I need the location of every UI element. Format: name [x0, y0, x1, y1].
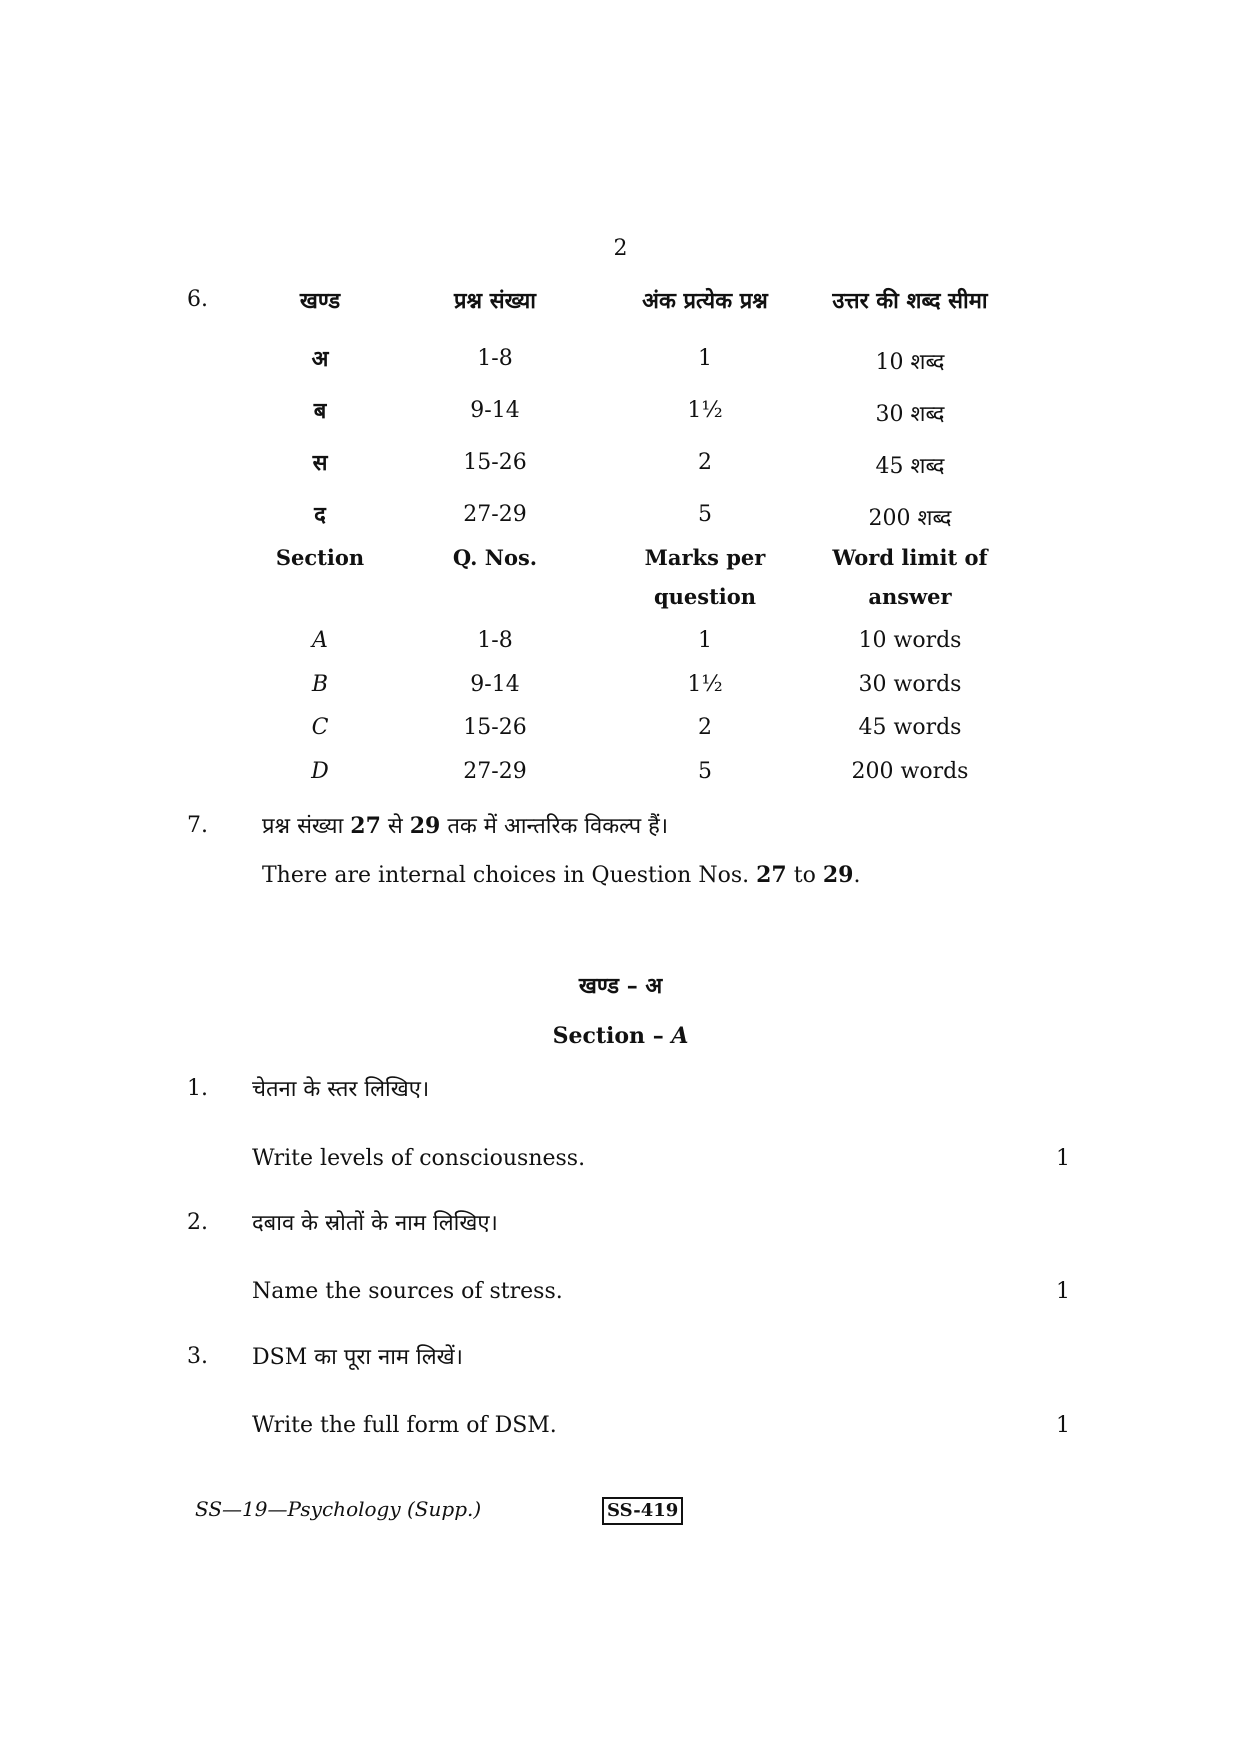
english-header-section: Section: [275, 545, 365, 570]
english-row-1-section: A: [312, 628, 328, 653]
section-heading-english-letter: A: [671, 1023, 689, 1049]
hindi-row-1-marks: 1: [698, 346, 712, 371]
english-row-3-section: C: [311, 715, 329, 740]
hindi-row-3-section: स: [312, 450, 328, 476]
hindi-row-3-qnos: 15-26: [463, 450, 527, 475]
english-row-1-words: 10 words: [858, 628, 962, 653]
english-row-4-words: 200 words: [851, 759, 969, 784]
instruction-7-english-part: There are internal choices in Question Nos.: [262, 863, 757, 888]
instruction-7-number: 7.: [187, 813, 208, 838]
instruction-7-english: [262, 862, 860, 888]
instruction-7-hindi-part: से: [380, 814, 410, 839]
hindi-row-1-qnos: 1-8: [477, 346, 513, 371]
footer-paper-name: SS—19—Psychology (Supp.): [195, 1497, 482, 1521]
hindi-row-1-section: अ: [311, 346, 329, 372]
hindi-row-1-words: 10 शब्द: [875, 350, 945, 375]
hindi-header-word-limit: उत्तर की शब्द सीमा: [832, 288, 988, 314]
instruction-7-english-part: .: [853, 863, 861, 888]
instruction-7-english-start-number: 27: [756, 862, 787, 888]
instruction-7-hindi-start-number: 27: [350, 813, 381, 839]
question-2-hindi: दबाव के स्रोतों के नाम लिखिए।: [252, 1211, 498, 1236]
english-row-1-qnos: 1-8: [477, 628, 513, 653]
section-heading-hindi: खण्ड – अ: [578, 973, 663, 999]
hindi-row-4-marks: 5: [698, 502, 712, 527]
english-row-2-section: B: [311, 672, 329, 697]
english-row-2-qnos: 9-14: [470, 672, 520, 697]
hindi-row-2-words: 30 शब्द: [875, 402, 945, 427]
hindi-row-3-words: 45 शब्द: [875, 454, 945, 479]
question-1-marks: 1: [1056, 1146, 1070, 1171]
section-heading-english-prefix: Section –: [552, 1023, 672, 1049]
english-header-marks: Marks per question: [644, 545, 766, 609]
english-row-4-section: D: [311, 759, 329, 784]
english-row-3-words: 45 words: [858, 715, 962, 740]
instruction-7-hindi-end-number: 29: [409, 813, 441, 839]
question-3-hindi: DSM का पूरा नाम लिखें।: [252, 1345, 464, 1370]
question-3-english: Write the full form of DSM.: [252, 1413, 557, 1438]
instruction-6-number: 6.: [187, 287, 208, 312]
hindi-header-qnos: प्रश्न संख्या: [454, 288, 536, 314]
hindi-header-section: खण्ड: [299, 288, 341, 314]
question-1-number: 1.: [187, 1076, 208, 1101]
instruction-7-hindi: [262, 810, 668, 840]
question-3-marks: 1: [1056, 1413, 1070, 1438]
hindi-row-4-section: द: [314, 502, 326, 528]
question-1-english: Write levels of consciousness.: [252, 1146, 586, 1171]
question-3-number: 3.: [187, 1344, 208, 1369]
english-row-3-marks: 2: [698, 715, 712, 740]
english-row-2-words: 30 words: [858, 672, 962, 697]
hindi-row-4-qnos: 27-29: [463, 502, 527, 527]
hindi-row-2-section: ब: [313, 398, 327, 424]
english-row-4-marks: 5: [698, 759, 712, 784]
english-row-2-marks: 1½: [687, 672, 723, 697]
english-row-1-marks: 1: [698, 628, 712, 653]
english-header-word-limit: Word limit of answer: [832, 545, 988, 609]
hindi-row-4-words: 200 शब्द: [868, 506, 952, 531]
english-row-4-qnos: 27-29: [463, 759, 527, 784]
hindi-row-2-qnos: 9-14: [470, 398, 520, 423]
question-2-number: 2.: [187, 1210, 208, 1235]
instruction-7-english-part: to: [786, 863, 823, 888]
hindi-row-2-marks: 1½: [687, 398, 723, 423]
instruction-7-english-end-number: 29: [822, 862, 854, 888]
english-row-3-qnos: 15-26: [463, 715, 527, 740]
question-2-english: Name the sources of stress.: [252, 1279, 563, 1304]
instruction-7-hindi-part: तक में आन्तरिक विकल्प हैं।: [440, 814, 669, 839]
hindi-row-3-marks: 2: [698, 450, 712, 475]
english-header-qnos: Q. Nos.: [452, 545, 538, 570]
instruction-7-hindi-part: प्रश्न संख्या: [262, 814, 351, 839]
section-heading-english: [0, 1023, 1241, 1049]
question-2-marks: 1: [1056, 1279, 1070, 1304]
page-number: 2: [613, 236, 628, 261]
footer-paper-code: SS-419: [602, 1497, 683, 1525]
hindi-header-marks: अंक प्रत्येक प्रश्न: [642, 288, 768, 314]
question-1-hindi: चेतना के स्तर लिखिए।: [252, 1077, 430, 1102]
